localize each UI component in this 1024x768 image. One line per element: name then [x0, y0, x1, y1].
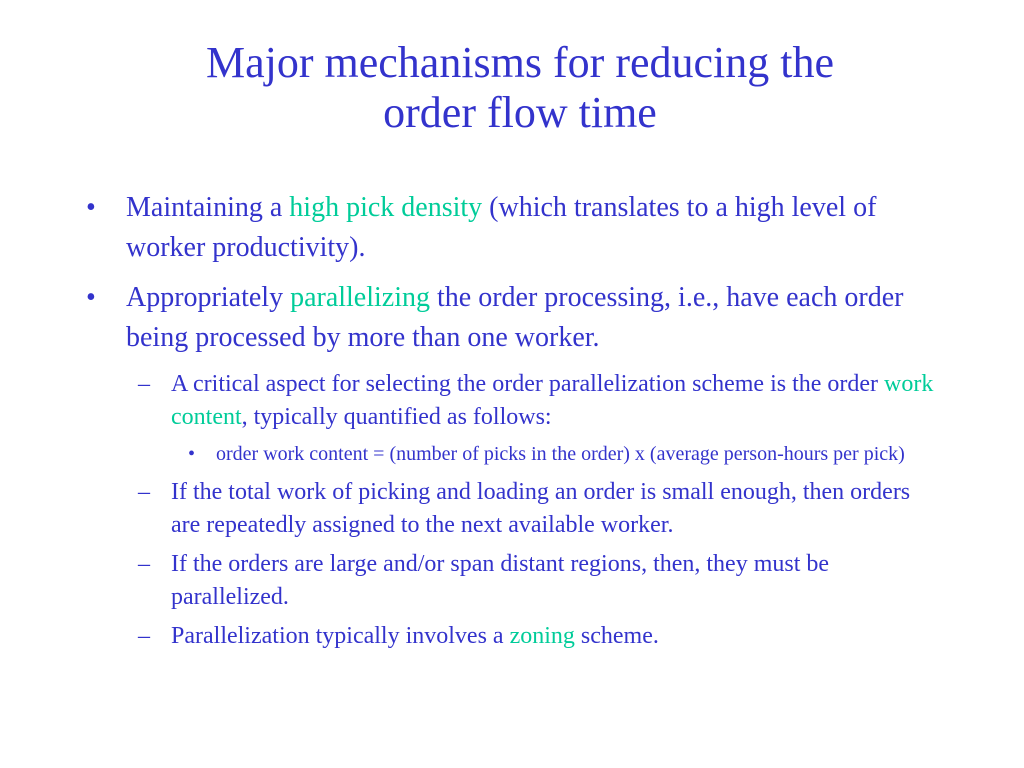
- sub-bullet-zoning: [84, 620, 944, 653]
- highlight-term: parallelizing: [290, 282, 430, 313]
- sub-bullet-large-orders: [84, 548, 944, 614]
- dash-marker: –: [138, 479, 150, 505]
- sub-bullet-text: If the orders are large and/or span distant regions, then, they must be parallelized.: [171, 551, 830, 610]
- bullet-marker: •: [188, 443, 196, 465]
- bullet-parallelizing: [84, 278, 944, 358]
- highlight-term: high pick density: [289, 192, 483, 223]
- slide-title-line-1: Major mechanisms for reducing the: [205, 38, 835, 87]
- bullet-text: Maintaining a: [126, 192, 290, 223]
- bullet-text: Appropriately: [126, 282, 291, 313]
- slide-body: [84, 188, 944, 659]
- sub-bullet-text: scheme.: [574, 623, 659, 649]
- sub-bullet-text: If the total work of picking and loading an order is small enough, then orders are repeatedly assigned to the next available worker.: [171, 479, 911, 538]
- dash-marker: –: [138, 551, 150, 577]
- highlight-term: zoning: [509, 623, 575, 649]
- dash-marker: –: [138, 371, 150, 397]
- bullet-marker: •: [86, 192, 96, 223]
- bullet-high-pick-density: [84, 188, 944, 268]
- formula-text: order work content = (number of picks in the order) x (average person-hours per pick): [216, 443, 905, 465]
- sub-bullet-text: A critical aspect for selecting the order parallelization scheme is the order: [171, 371, 885, 397]
- highlight-term: work content: [171, 371, 934, 430]
- sub-bullet-text: Parallelization typically involves a: [171, 623, 510, 649]
- sub-sub-bullet-formula: [84, 440, 944, 468]
- slide-title: [100, 38, 940, 138]
- slide-title-line-2: order flow time: [383, 88, 657, 137]
- sub-bullet-text: , typically quantified as follows:: [241, 404, 552, 430]
- dash-marker: –: [138, 623, 150, 649]
- bullet-marker: •: [86, 282, 96, 313]
- bullet-text: the order processing, i.e., have each order being processed by more than one worker.: [126, 282, 904, 353]
- sub-bullet-small-orders: [84, 476, 944, 542]
- bullet-text: (which translates to a high level of worker productivity).: [126, 192, 877, 263]
- sub-bullet-work-content: [84, 368, 944, 434]
